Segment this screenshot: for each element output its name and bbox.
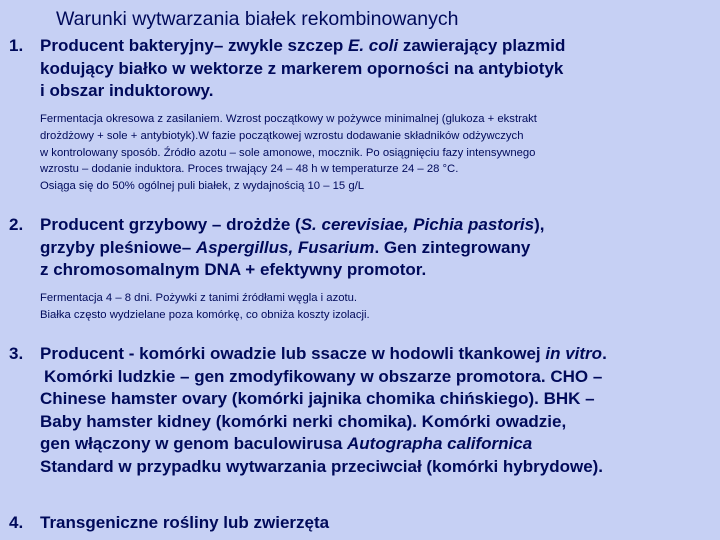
item-3-line-5-text: gen włączony w genom baculowirusa xyxy=(40,434,348,453)
item-2-species: S. cerevisiae, Pichia pastoris xyxy=(300,215,535,234)
note-line: drożdżowy + sole + antybiotyk).W fazie początkowej wzrostu dodawanie składników odżywczych xyxy=(40,129,524,142)
item-3-line-5 xyxy=(9,433,607,456)
note-line: wzrostu – dodanie induktora. Proces trwający 24 – 48 h w temperaturze 24 – 28 °C. xyxy=(40,163,459,176)
list-item-2 xyxy=(9,214,545,282)
item-1-line-3: i obszar induktorowy. xyxy=(40,81,214,100)
item-2-note xyxy=(40,290,370,324)
item-4-text: Transgeniczne rośliny lub zwierzęta xyxy=(40,513,330,532)
item-3-text-cont: . xyxy=(602,344,607,363)
item-2-line-2 xyxy=(9,237,545,260)
item-2-line-2-text: grzyby pleśniowe– xyxy=(40,237,196,257)
item-2-line-1 xyxy=(9,214,545,237)
list-item-4 xyxy=(9,512,329,535)
note-line: Białka często wydzielane poza komórkę, co obniża koszty izolacji. xyxy=(40,308,370,321)
item-2-line-3: z chromosomalnym DNA + efektywny promotor. xyxy=(40,260,427,279)
item-1-number: 1. xyxy=(9,36,24,55)
item-2-line-2-cont: . Gen zintegrowany xyxy=(374,237,531,257)
item-3-in-vitro: in vitro xyxy=(545,344,603,363)
item-3-line-3: Chinese hamster ovary (komórki jajnika chomika chińskiego). BHK – xyxy=(40,389,595,408)
item-2-text: Producent grzybowy – drożdże ( xyxy=(40,215,301,234)
item-1-text: Producent bakteryjny– zwykle szczep xyxy=(40,36,349,55)
item-1-text-cont: zawierający plazmid xyxy=(398,36,566,55)
list-item-1 xyxy=(9,35,565,103)
item-1-line-1 xyxy=(9,35,565,58)
item-3-text: Producent - komórki owadzie lub ssacze w hodowli tkankowej xyxy=(40,344,546,363)
item-3-line-4: Baby hamster kidney (komórki nerki chomika). Komórki owadzie, xyxy=(40,411,567,431)
item-1-note xyxy=(40,111,537,195)
item-2-text-cont: ), xyxy=(534,215,545,234)
item-1-line-2: kodujący białko w wektorze z markerem oporności na antybiotyk xyxy=(40,58,564,78)
list-item-3 xyxy=(9,343,607,478)
item-2-genera: Aspergillus, Fusarium xyxy=(195,237,375,257)
item-3-line-2: Komórki ludzkie – gen zmodyfikowany w obszarze promotora. CHO – xyxy=(44,366,603,386)
note-line: Fermentacja okresowa z zasilaniem. Wzrost początkowy w pożywce minimalnej (glukoza + ekstrakt xyxy=(40,113,537,125)
note-line: Osiąga się do 50% ogólnej puli białek, z wydajnością 10 – 15 g/L xyxy=(40,180,365,193)
item-1-species: E. coli xyxy=(348,36,399,55)
item-3-number: 3. xyxy=(9,344,24,363)
item-3-line-1 xyxy=(9,343,607,366)
item-3-line-6: Standard w przypadku wytwarzania przeciwciał (komórki hybrydowe). xyxy=(40,456,604,476)
item-4-number: 4. xyxy=(9,513,24,532)
slide-title: Warunki wytwarzania białek rekombinowanych xyxy=(56,8,459,30)
note-line: w kontrolowany sposób. Źródło azotu – sole amonowe, mocznik. Po osiągnięciu fazy intensywnego xyxy=(40,146,536,159)
note-line: Fermentacja 4 – 8 dni. Pożywki z tanimi źródłami węgla i azotu. xyxy=(40,292,358,304)
item-4-line-1 xyxy=(9,512,329,535)
item-2-number: 2. xyxy=(9,215,24,234)
item-3-virus-species: Autographa californica xyxy=(347,434,533,453)
